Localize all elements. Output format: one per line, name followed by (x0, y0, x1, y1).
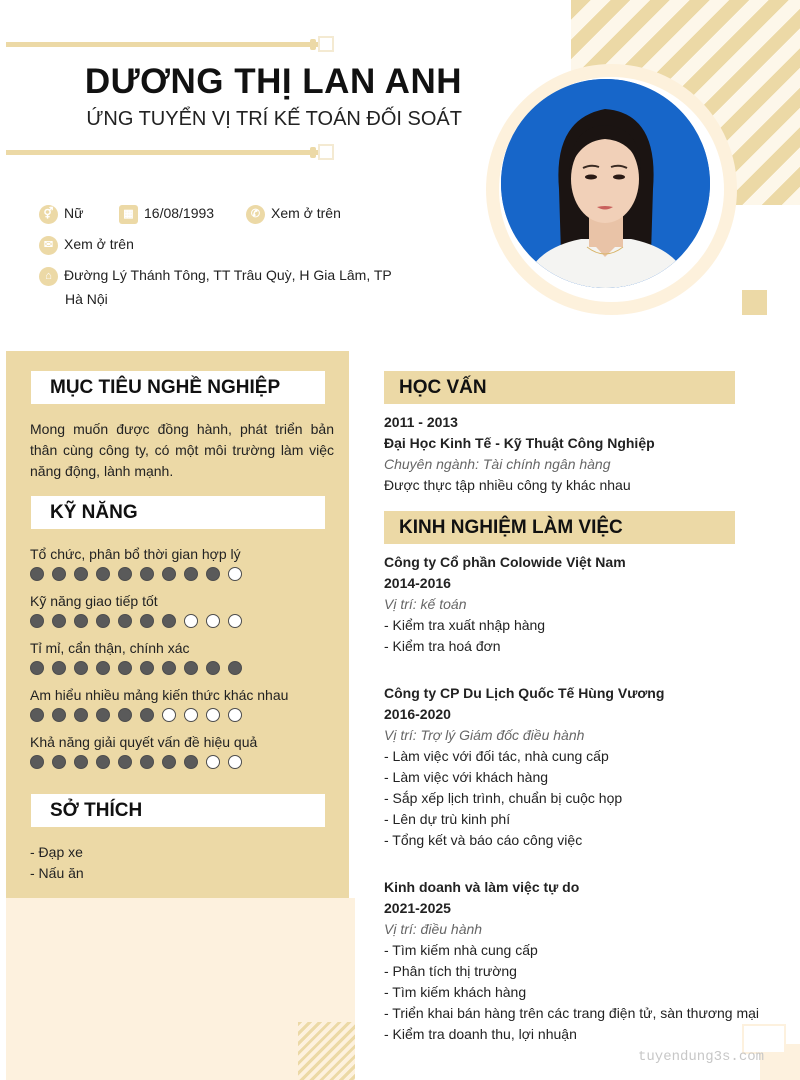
phone-icon: ✆ (246, 205, 265, 224)
job-task: - Triển khai bán hàng trên các trang điện tử, sàn thương mại (384, 1005, 760, 1021)
job-entry (384, 552, 774, 657)
skill-label: Kỹ năng giao tiếp tốt (30, 593, 158, 609)
rating-dot-filled (118, 614, 132, 628)
objective-heading: MỤC TIÊU NGHỀ NGHIỆP (31, 371, 325, 404)
rating-dot-filled (184, 567, 198, 581)
skills-heading: KỸ NĂNG (31, 496, 325, 529)
job-period: 2014-2016 (384, 575, 451, 591)
job-company: Công ty Cổ phần Colowide Việt Nam (384, 554, 626, 570)
skill-label: Khả năng giải quyết vấn đề hiệu quả (30, 734, 258, 750)
job-task: - Làm việc với đối tác, nhà cung cấp (384, 748, 609, 764)
rating-dot-filled (228, 661, 242, 675)
rating-dot-filled (184, 661, 198, 675)
rating-dot-filled (206, 567, 220, 581)
job-task: - Tìm kiếm khách hàng (384, 984, 527, 1000)
rating-dot-filled (140, 567, 154, 581)
rating-dot-filled (162, 755, 176, 769)
job-entry (384, 877, 774, 1045)
job-task: - Tìm kiếm nhà cung cấp (384, 942, 538, 958)
hobbies-heading: SỞ THÍCH (31, 794, 325, 827)
rating-dot-filled (118, 567, 132, 581)
rating-dot-empty (206, 708, 220, 722)
skill-item (30, 686, 340, 722)
job-role: Vị trí: Trợ lý Giám đốc điều hành (384, 727, 585, 743)
rating-dot-filled (30, 614, 44, 628)
rating-dot-filled (96, 755, 110, 769)
birthday-info: ▦ 16/08/1993 (119, 201, 214, 225)
education-period: 2011 - 2013 (384, 414, 458, 430)
rating-dot-filled (30, 567, 44, 581)
rating-dot-filled (96, 567, 110, 581)
rating-dot-filled (74, 708, 88, 722)
job-period: 2021-2025 (384, 900, 451, 916)
rating-dot-filled (118, 755, 132, 769)
education-entry (384, 412, 774, 496)
rating-dot-empty (228, 708, 242, 722)
skill-label: Tổ chức, phân bổ thời gian hợp lý (30, 546, 241, 562)
education-school: Đại Học Kinh Tế - Kỹ Thuật Công Nghiệp (384, 435, 655, 451)
job-task: - Làm việc với khách hàng (384, 769, 549, 785)
job-task: - Phân tích thị trường (384, 963, 517, 979)
education-heading: HỌC VẤN (384, 371, 735, 404)
experience-heading: KINH NGHIỆM LÀM VIỆC (384, 511, 735, 544)
job-task: - Kiểm tra hoá đơn (384, 638, 501, 654)
education-note: Được thực tập nhiều công ty khác nhau (384, 477, 631, 493)
job-company: Công ty CP Du Lịch Quốc Tế Hùng Vương (384, 685, 665, 701)
job-role: Vị trí: kế toán (384, 596, 467, 612)
rating-dot-filled (74, 755, 88, 769)
skill-label: Am hiểu nhiều mảng kiến thức khác nhau (30, 687, 289, 703)
rating-dot-filled (140, 708, 154, 722)
rating-dot-filled (118, 661, 132, 675)
skill-label: Tỉ mỉ, cẩn thận, chính xác (30, 640, 190, 656)
skill-rating (30, 567, 340, 581)
rating-dot-filled (74, 567, 88, 581)
job-task: - Kiểm tra xuất nhập hàng (384, 617, 546, 633)
rating-dot-empty (228, 567, 242, 581)
rating-dot-empty (206, 614, 220, 628)
rating-dot-empty (228, 614, 242, 628)
skill-rating (30, 708, 340, 722)
rating-dot-filled (206, 661, 220, 675)
rating-dot-filled (162, 614, 176, 628)
objective-text: Mong muốn được đồng hành, phát triển bản thân cùng công ty, có một môi trường làm việc năng động, lành mạnh. (30, 421, 334, 479)
rating-dot-filled (140, 755, 154, 769)
rating-dot-filled (30, 755, 44, 769)
hobby-item: - Đạp xe (30, 844, 83, 860)
skill-rating (30, 755, 340, 769)
skill-item (30, 592, 340, 628)
rating-dot-filled (74, 661, 88, 675)
rating-dot-filled (52, 755, 66, 769)
gender-icon: ⚥ (39, 205, 58, 224)
decor-square (742, 290, 767, 315)
decor-stripes-bottom (298, 1022, 355, 1080)
rating-dot-filled (96, 661, 110, 675)
job-entry (384, 683, 774, 851)
education-major: Chuyên ngành: Tài chính ngân hàng (384, 456, 611, 472)
decor-line-bottom (6, 150, 328, 155)
email-icon: ✉ (39, 236, 58, 255)
applied-position: ỨNG TUYỂN VỊ TRÍ KẾ TOÁN ĐỐI SOÁT (86, 108, 462, 130)
skill-rating (30, 614, 340, 628)
job-task: - Kiểm tra doanh thu, lợi nhuận (384, 1026, 577, 1042)
rating-dot-empty (206, 755, 220, 769)
address-info: ⌂ Đường Lý Thánh Tông, TT Trâu Quỳ, H Gia Lâm, TP Hà Nội (39, 263, 399, 311)
job-role: Vị trí: điều hành (384, 921, 483, 937)
watermark: tuyendung3s.com (638, 1049, 765, 1065)
home-icon: ⌂ (39, 267, 58, 286)
job-task: - Lên dự trù kinh phí (384, 811, 511, 827)
job-period: 2016-2020 (384, 706, 451, 722)
skill-item (30, 639, 340, 675)
rating-dot-filled (52, 661, 66, 675)
rating-dot-filled (162, 661, 176, 675)
rating-dot-filled (52, 708, 66, 722)
phone-info: ✆ Xem ở trên (246, 201, 341, 225)
rating-dot-filled (30, 708, 44, 722)
rating-dot-empty (228, 755, 242, 769)
rating-dot-filled (74, 614, 88, 628)
job-task: - Sắp xếp lịch trình, chuẩn bị cuộc họp (384, 790, 623, 806)
rating-dot-filled (162, 567, 176, 581)
rating-dot-filled (52, 567, 66, 581)
profile-photo (501, 79, 710, 288)
rating-dot-filled (30, 661, 44, 675)
rating-dot-empty (162, 708, 176, 722)
calendar-icon: ▦ (119, 205, 138, 224)
rating-dot-filled (118, 708, 132, 722)
rating-dot-filled (184, 755, 198, 769)
rating-dot-filled (96, 614, 110, 628)
email-info: ✉ Xem ở trên (39, 232, 134, 256)
rating-dot-filled (140, 661, 154, 675)
job-task: - Tổng kết và báo cáo công việc (384, 832, 583, 848)
rating-dot-filled (52, 614, 66, 628)
candidate-name: DƯƠNG THỊ LAN ANH (84, 62, 462, 101)
job-company: Kinh doanh và làm việc tự do (384, 879, 580, 895)
decor-line-top (6, 42, 328, 47)
skill-item (30, 545, 340, 581)
gender-info: ⚥ Nữ (39, 201, 83, 225)
rating-dot-filled (140, 614, 154, 628)
rating-dot-empty (184, 708, 198, 722)
skill-rating (30, 661, 340, 675)
rating-dot-filled (96, 708, 110, 722)
rating-dot-empty (184, 614, 198, 628)
skill-item (30, 733, 340, 769)
hobby-item: - Nấu ăn (30, 865, 84, 881)
